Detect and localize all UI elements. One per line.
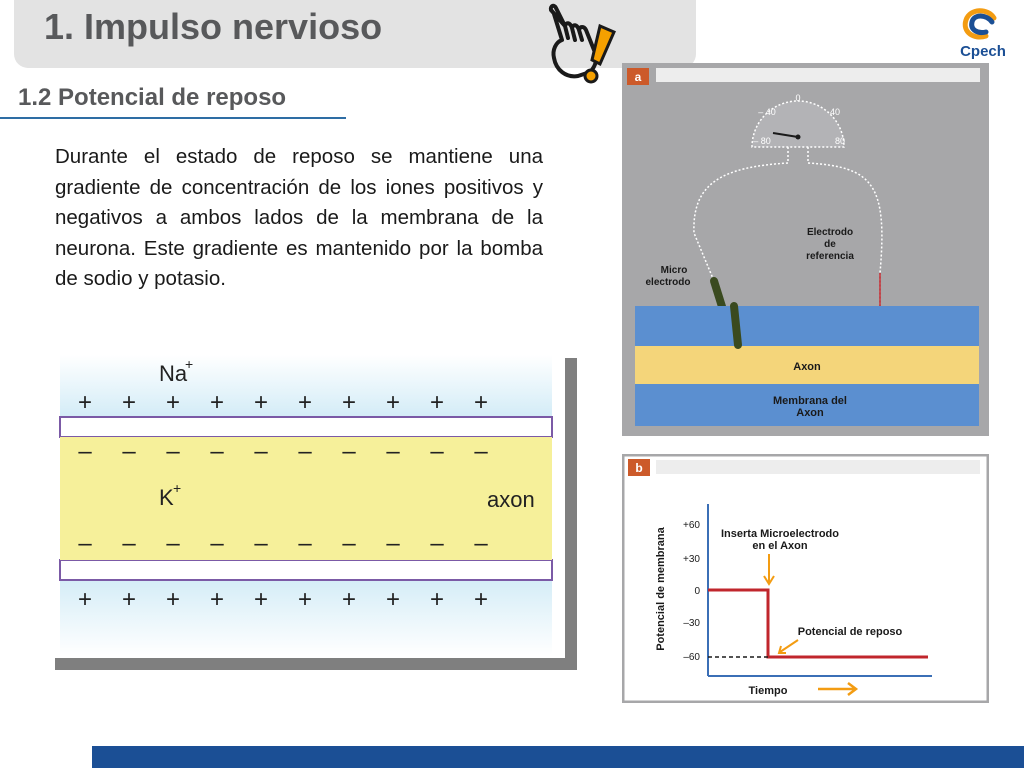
- inside-negative-charge: –: [430, 530, 444, 557]
- axon-ion-diagram: [55, 355, 577, 670]
- outside-positive-charge: +: [165, 389, 181, 416]
- axon-label: axon: [487, 487, 535, 512]
- page-title: 1. Impulso nervioso: [44, 6, 383, 47]
- section-subtitle: 1.2 Potencial de reposo: [18, 84, 287, 111]
- micro-electrode-label-2: electrodo: [645, 277, 691, 288]
- outside-positive-charge: +: [385, 586, 401, 613]
- meter-tick-0: 0: [795, 93, 801, 103]
- inside-negative-charge: –: [210, 530, 224, 557]
- meter-tick-80: 80: [834, 136, 846, 146]
- inside-negative-charge: –: [430, 438, 444, 465]
- outside-positive-charge: +: [77, 586, 93, 613]
- inside-negative-charge: –: [166, 438, 180, 465]
- inside-negative-charge: –: [474, 438, 488, 465]
- inside-negative-charge: –: [166, 530, 180, 557]
- ref-electrode-label-2: de: [824, 239, 836, 250]
- inside-negative-charge: –: [386, 530, 400, 557]
- membrane-label-2: Axon: [796, 407, 824, 419]
- figure-b-tag: b: [635, 461, 643, 475]
- outside-positive-charge: +: [253, 389, 269, 416]
- ytick-minus30: –30: [683, 618, 700, 629]
- outside-positive-charge: +: [209, 586, 225, 613]
- outside-positive-charge: +: [385, 389, 401, 416]
- k-charge-label: +: [173, 480, 182, 496]
- outside-positive-charge: +: [121, 389, 137, 416]
- inside-negative-charge: –: [78, 438, 92, 465]
- outside-positive-charge: +: [297, 586, 313, 613]
- body-paragraph: Durante el estado de reposo se mantiene una gradiente de concentración de los iones positivos y negativos a ambos lados de la membrana de la neurona. Este gradiente es mantenido por la bomba de sodio y potasio.: [55, 145, 543, 290]
- graph-xlabel: Tiempo: [748, 685, 788, 697]
- micro-electrode-label-1: Micro: [660, 265, 688, 276]
- ytick-0: 0: [694, 586, 700, 597]
- ytick-minus60: –60: [683, 652, 700, 663]
- hand-pointer-icon: [540, 0, 620, 92]
- ytick-plus30: +30: [683, 554, 700, 565]
- outside-positive-charge: +: [209, 389, 225, 416]
- graph-ylabel: Potencial de membrana: [655, 527, 667, 651]
- inside-negative-charge: –: [122, 530, 136, 557]
- inside-negative-charge: –: [78, 530, 92, 557]
- inside-negative-charge: –: [386, 438, 400, 465]
- outside-positive-charge: +: [429, 586, 445, 613]
- na-charge-label: +: [185, 356, 194, 372]
- resting-potential-graph: [622, 454, 989, 703]
- ytick-plus60: +60: [683, 520, 700, 531]
- subtitle-underline: [0, 117, 346, 119]
- meter-tick-minus40: – 40: [758, 107, 776, 117]
- logo-text: Cpech: [960, 43, 1006, 60]
- inside-negative-charge: –: [342, 530, 356, 557]
- inside-negative-charge: –: [122, 438, 136, 465]
- inside-negative-charge: –: [298, 530, 312, 557]
- outside-positive-charge: +: [341, 586, 357, 613]
- cpech-logo-icon: [948, 6, 1018, 62]
- ref-electrode-label-1: Electrodo: [806, 227, 854, 238]
- outside-positive-charge: +: [429, 389, 445, 416]
- na-ion-label: Na: [159, 361, 188, 386]
- outside-positive-charge: +: [165, 586, 181, 613]
- inside-negative-charge: –: [254, 530, 268, 557]
- outside-positive-charge: +: [341, 389, 357, 416]
- meter-tick-minus80: – 80: [753, 136, 771, 146]
- outside-positive-charge: +: [121, 586, 137, 613]
- insert-annotation-1: Inserta Microelectrodo: [721, 528, 839, 540]
- membrane-label-1: Membrana del: [773, 395, 847, 407]
- outside-positive-charge: +: [297, 389, 313, 416]
- figure-a-tag: a: [634, 70, 642, 84]
- outside-positive-charge: +: [77, 389, 93, 416]
- inside-negative-charge: –: [210, 438, 224, 465]
- meter-tick-40: 40: [829, 107, 841, 117]
- electrode-setup-figure: [622, 63, 989, 436]
- k-ion-label: K: [159, 485, 174, 510]
- inside-negative-charge: –: [342, 438, 356, 465]
- insert-annotation-2: en el Axon: [752, 540, 808, 552]
- rest-annotation: Potencial de reposo: [797, 626, 903, 638]
- ref-electrode-label-3: referencia: [806, 251, 854, 262]
- inside-negative-charge: –: [298, 438, 312, 465]
- inside-negative-charge: –: [254, 438, 268, 465]
- footer-bar: [92, 746, 1024, 768]
- outside-positive-charge: +: [253, 586, 269, 613]
- outside-positive-charge: +: [473, 389, 489, 416]
- axon-band-label: Axon: [793, 361, 821, 373]
- outside-positive-charge: +: [473, 586, 489, 613]
- inside-negative-charge: –: [474, 530, 488, 557]
